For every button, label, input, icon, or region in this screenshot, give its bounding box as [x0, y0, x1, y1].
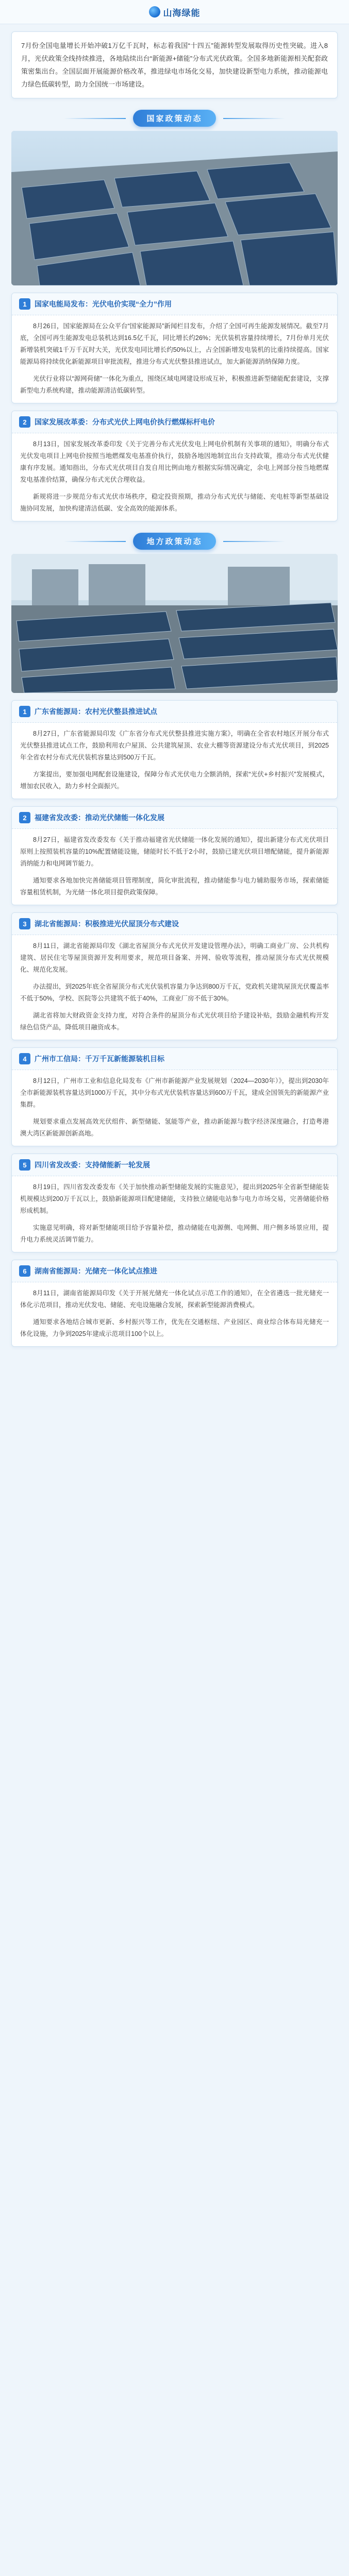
national-card-2 [11, 411, 338, 521]
card-number: 5 [19, 1159, 30, 1171]
brand-name: 山海绿能 [163, 8, 201, 18]
card-paragraph: 湖北省将加大财政资金支持力度，对符合条件的屋顶分布式光伏项目给予建设补贴，鼓励金融机构开发绿色信贷产品，降低项目融资成本。 [20, 1012, 329, 1031]
card-number: 2 [19, 812, 30, 823]
card-paragraph: 8月11日，湖北省能源局印发《湖北省屋顶分布式光伏开发建设管理办法》，明确工商业厂房、公共机构建筑、居民住宅等屋顶资源开发利用要求，规范项目备案、并网、验收等流程，推动屋顶分布式光伏规模化、规范化发展。 [20, 942, 329, 973]
local-section-title: 地方政策动态 [133, 533, 215, 550]
solar-rooftop-photo [11, 131, 338, 285]
card-title: 湖北省能源局：积极推进光伏屋顶分布式建设 [35, 920, 179, 928]
card-title: 福建省发改委：推动光伏储能一体化发展 [35, 814, 164, 822]
header [0, 0, 349, 24]
card-paragraph: 8月26日，国家能源局在公众平台“国家能源局”新闻栏目发布，介绍了全国可再生能源发展情况。截至7月底，全国可再生能源发电总装机达到16.5亿千瓦，同比增长约26%；光伏装机容量持续增长，7月份单月光伏新增装机突破1千万千瓦时大关，光伏发电同比增长约50%以上，占全国新增发电装机的比重持续提高。国家能源局将持续优化新能源项目审批流程，推进分布式光伏整县推进试点，加大新能源消纳保障力度。 [20, 323, 329, 365]
card-title: 广东省能源局：农村光伏整县推进试点 [35, 707, 157, 716]
local-card-1 [11, 700, 338, 799]
card-paragraph: 8月13日，国家发展改革委印发《关于完善分布式光伏发电上网电价机制有关事项的通知》，明确分布式光伏发电项目上网电价按照当地燃煤发电基准价执行，鼓励各地因地制宜出台支持政策，推动分布式光伏健康有序发展。通知指出，分布式光伏项目自发自用比例由地方根据实际情况确定，余电上网部分按当地燃煤发电基准价结算，确保分布式光伏合理收益。 [20, 440, 329, 483]
card-paragraph: 8月27日，福建省发改委发布《关于推动福建省光伏储能一体化发展的通知》，提出新建分布式光伏项目原则上按照装机容量的10%配置储能设施，储能时长不低于2小时，鼓励已建光伏项目增配储能，提升新能源消纳能力和电网调节能力。 [20, 836, 329, 867]
card-paragraph: 8月11日，湖南省能源局印发《关于开展光储充一体化试点示范工作的通知》，在全省遴选一批光储充一体化示范项目，推动光伏发电、储能、充电设施融合发展，探索新型能源消费模式。 [20, 1290, 329, 1309]
card-paragraph: 实施意见明确，将对新型储能项目给予容量补偿，推动储能在电源侧、电网侧、用户侧多场景应用，提升电力系统灵活调节能力。 [20, 1224, 329, 1243]
card-paragraph: 8月19日，四川省发改委发布《关于加快推动新型储能发展的实施意见》，提出到2025年全省新型储能装机规模达到200万千瓦以上，鼓励新能源项目配建储能，支持独立储能电站参与电力市场交易，完善储能价格形成机制。 [20, 1183, 329, 1214]
card-paragraph: 通知要求各地加快完善储能项目管理制度，简化审批流程，推动储能参与电力辅助服务市场，探索储能容量租赁机制，为光储一体化项目提供政策保障。 [20, 877, 329, 896]
local-card-6 [11, 1260, 338, 1347]
local-card-5 [11, 1154, 338, 1252]
national-section-banner [0, 110, 349, 127]
card-number: 1 [19, 298, 30, 310]
card-title: 国家发展改革委：分布式光伏上网电价执行燃煤标杆电价 [35, 418, 215, 426]
card-paragraph: 办法提出，到2025年底全省屋顶分布式光伏装机容量力争达到800万千瓦，党政机关建筑屋顶光伏覆盖率不低于50%，学校、医院等公共建筑不低于40%，工商业厂房不低于30%。 [20, 983, 329, 1002]
card-number: 6 [19, 1265, 30, 1277]
card-paragraph: 8月12日，广州市工业和信息化局发布《广州市新能源产业发展规划（2024—2030年）》，提出到2030年全市新能源装机容量达到1000万千瓦，其中分布式光伏装机容量达到600万千瓦，建成全国领先的新能源产业集群。 [20, 1077, 329, 1108]
card-title: 国家电能局发布：光伏电价实现“全力”作用 [35, 300, 172, 308]
card-number: 3 [19, 918, 30, 929]
local-card-2 [11, 806, 338, 905]
card-title: 湖南省能源局：光储充一体化试点推进 [35, 1267, 157, 1275]
local-section-banner [0, 533, 349, 550]
intro-text: 7月份全国电量增长开始冲破1万亿千瓦时，标志着我国“十四五”能源转型发展取得历史性突破。进入8月，光伏政策全线持续推进，各地陆续出台“新能源+储能”分布式光伏政策。全国多地新能源相关配套政策密集出台。全国层面开展能源价格改革，推进绿电市场化交易，加快建设新型电力系统，推动能源电力绿色低碳转型，助力全国统一市场建设。 [11, 31, 338, 98]
card-paragraph: 通知要求各地结合城市更新、乡村振兴等工作，优先在交通枢纽、产业园区、商业综合体布局光储充一体化设施，力争到2025年建成示范项目100个以上。 [20, 1318, 329, 1337]
solar-carport-photo [11, 554, 338, 693]
card-number: 2 [19, 416, 30, 428]
card-title: 广州市工信局：千万千瓦新能源装机目标 [35, 1055, 164, 1063]
card-number: 1 [19, 706, 30, 717]
local-card-3 [11, 912, 338, 1040]
card-number: 4 [19, 1053, 30, 1064]
card-title: 四川省发改委：支持储能新一轮发展 [35, 1161, 150, 1169]
card-paragraph: 新规将进一步规范分布式光伏市场秩序，稳定投资预期，推动分布式光伏与储能、充电桩等新型基础设施协同发展，加快构建清洁低碳、安全高效的能源体系。 [20, 493, 329, 512]
card-paragraph: 规划要求重点发展高效光伏组件、新型储能、氢能等产业，推动新能源与数字经济深度融合，打造粤港澳大湾区新能源创新高地。 [20, 1118, 329, 1137]
card-paragraph: 方案提出，要加强电网配套设施建设，保障分布式光伏电力全额消纳，探索“光伏+乡村振兴”发展模式，增加农民收入，助力乡村全面振兴。 [20, 771, 329, 790]
logo-icon [149, 6, 160, 18]
card-paragraph: 8月27日，广东省能源局印发《广东省分布式光伏整县推进实施方案》，明确在全省农村地区开展分布式光伏整县推进试点工作，鼓励利用农户屋顶、公共建筑屋顶、农业大棚等资源建设分布式光伏项目，到2025年全省农村分布式光伏装机容量达到500万千瓦。 [20, 730, 329, 761]
local-card-4 [11, 1047, 338, 1146]
national-card-1 [11, 293, 338, 403]
national-section-title: 国家政策动态 [133, 110, 215, 127]
brand-logo [149, 6, 201, 19]
card-paragraph: 光伏行业将以“源网荷储”一体化为重点，围绕区域电网建设形成互补，积极推进新型储能配套建设，支撑新型电力系统构建，推动能源清洁低碳转型。 [20, 375, 329, 394]
local-cards [0, 700, 349, 1347]
